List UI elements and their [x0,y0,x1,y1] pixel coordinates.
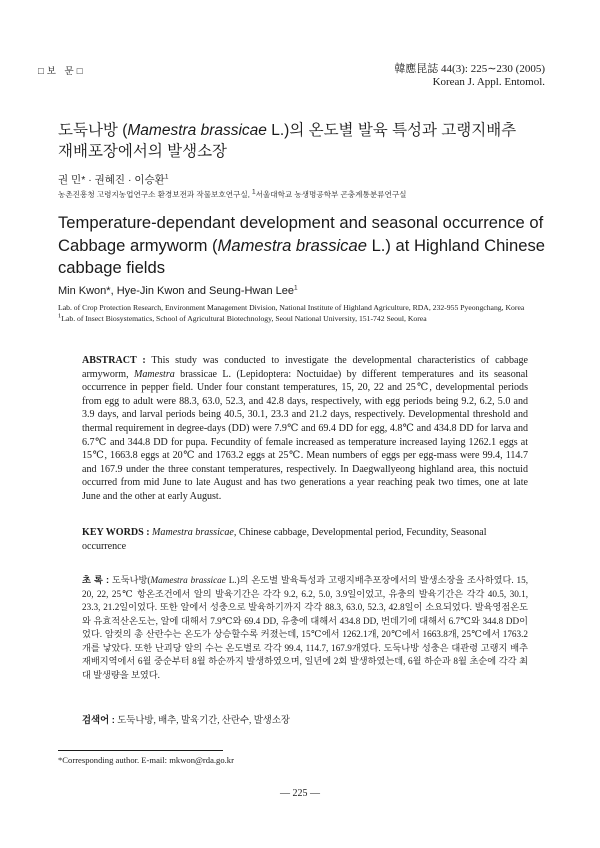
english-title-species: Mamestra brassicae [217,235,367,255]
abstract-label: ABSTRACT : [82,355,146,366]
korean-keywords-text: 도둑나방, 배추, 발육기간, 산란수, 발생소장 [114,716,290,726]
korean-keywords [82,712,290,726]
journal-ko: 韓應昆誌 44(3): 225∼230 (2005) [394,63,545,75]
korean-title-line2: 재배포장에서의 발생소장 [58,143,228,160]
korean-title-part: 도둑나방 ( [58,122,128,139]
english-title-part: Cabbage armyworm ( [58,235,218,255]
korean-author-names: 권 민* · 권혜진 · 이승환 [58,174,165,186]
english-affiliation-2: Lab. of Insect Biosystematics, School of Agricultural Biotechnology, Seoul National University, 151-742 Seoul, Korea [61,314,427,323]
affiliation-mark: 1 [164,173,169,181]
korean-affiliation [58,189,558,200]
korean-title-species: Mamestra brassicae [127,122,267,139]
english-affiliation [58,302,558,324]
english-keywords [82,526,528,553]
keywords-species: Mamestra brassicae, [149,527,237,538]
journal-citation [394,63,545,89]
english-title-part: L.) at Highland Chinese [366,235,545,255]
english-title-line3: cabbage fields [58,258,166,277]
journal-en: Korean J. Appl. Entomol. [432,76,545,88]
english-title [58,212,558,280]
abstract-text: This study was conducted to investigate the developmental characteristics of cabbage armyworm, [82,355,528,380]
keywords-text: Chinese cabbage, Developmental period, Fecundity, Seasonal occurrence [82,527,487,552]
korean-affiliation-2: 서울대학교 농생명공학부 곤충계통분류연구실 [255,190,407,199]
corresponding-author-footnote: *Corresponding author. E-mail: mkwon@rda.go.kr [58,755,234,765]
korean-title-part: L.)의 온도별 발육 특성과 고랭지배추 [266,122,517,139]
english-author-names: Min Kwon*, Hye-Jin Kwon and Seung-Hwan Lee [58,285,295,297]
affiliation-mark: 1 [251,188,256,196]
korean-authors [58,172,168,187]
english-affiliation-2-line [58,313,558,324]
korean-abstract-label: 초 록 : [82,575,110,585]
korean-affiliation-1: 농촌진흥청 고령지농업연구소 환경보전과 작물보호연구실, [58,190,252,199]
footnote-divider [58,750,223,751]
abstract-species: Mamestra [134,368,175,380]
affiliation-mark: 1 [294,284,298,292]
english-affiliation-1: Lab. of Crop Protection Research, Environment Management Division, National Institute of Highland Agriculture, RDA, 232-955 Pyeongchang, Korea [58,303,525,312]
korean-title [58,120,538,162]
page-number: — 225 — [280,788,320,799]
korean-abstract-species: Mamestra brassicae [150,575,226,585]
english-abstract [82,354,528,504]
korean-abstract [82,574,528,682]
english-title-line1: Temperature-dependant development and seasonal occurrence of [58,213,544,232]
korean-abstract-text: 도둑나방( [109,575,151,585]
abstract-text: brassicae L. (Lepidoptera: Noctuidae) by different temperatures and its seasonal occurrence in pepper field. Under four constant temperatures, 15, 20, 22 and 25℃, developmental periods from egg to adult were 88.3, 63.0, 52.3, and 42.8 days, respectively, with egg periods being 9.2, 6.2, 5.0 and 3.9 days, and larval periods being 40.5, 30.1, 23.3 and 21.2 days, respectively. Developmental threshold and thermal requirement in degree-days (DD) were 7.9℃ and 69.4 DD for egg, 4.8℃ and 434.8 DD for larva and 6.7℃ and 344.8 DD for pupa. Fecundity of female increased as temperature increased laying 1262.1 eggs at 15℃, 1663.8 eggs at 20℃ and 1763.2 eggs at 25℃. Mean numbers of eggs per egg-mass were 99.4, 114.7 and 167.9 under the three constant temperatures, respectively. In Daegwallyeong highland area, this noctuid occurred from mid June to late August and has two generations a year reaching peak two times, one at late June and the other at early August. [82,368,529,502]
english-authors [58,285,298,297]
affiliation-mark: 1 [58,312,62,320]
korean-keywords-label: 검색어 : [82,714,115,725]
korean-abstract-text: L.)의 온도별 발육특성과 고랭지배추포장에서의 발생소장을 조사하였다. 15, 20, 22, 25℃ 항온조건에서 알의 발육기간은 각각 9.2, 6.2, 5.0, 3.9일이었고, 유충의 발육기간은 각각 40.5, 30.1, 23.3, 21.2일이었다. 또한 알에서 성충으로 발육하기까지 각각 88.3, 63.0, 52.3, 42.8일이 소요되었다. 발육영점온도와 유효적산온도는, 알에 대해서 7.9℃와 69.4 DD, 유충에 대해서 434.8 DD, 번데기에 대해서 6.7℃와 344.8 DD이었다. 암컷의 총 산란수는 온도가 상승할수록 커졌는데, 15℃에서 1262.1개, 20℃에서 1663.8개, 25℃에서 1763.2개를 낳았다. 또한 난괴당 알의 수는 온도별로 각각 99.4, 114.7, 167.9개였다. 도둑나방 성충은 대관령 고랭지 배추재배지역에서 6월 중순부터 8월 하순까지 발생하였으며, 일년에 2회 발생하였는데, 6월 하순과 8월 초순에 각각 최대 발생량을 보였다. [82,575,528,680]
section-label: □보 문□ [38,66,86,77]
keywords-label: KEY WORDS : [82,527,150,538]
